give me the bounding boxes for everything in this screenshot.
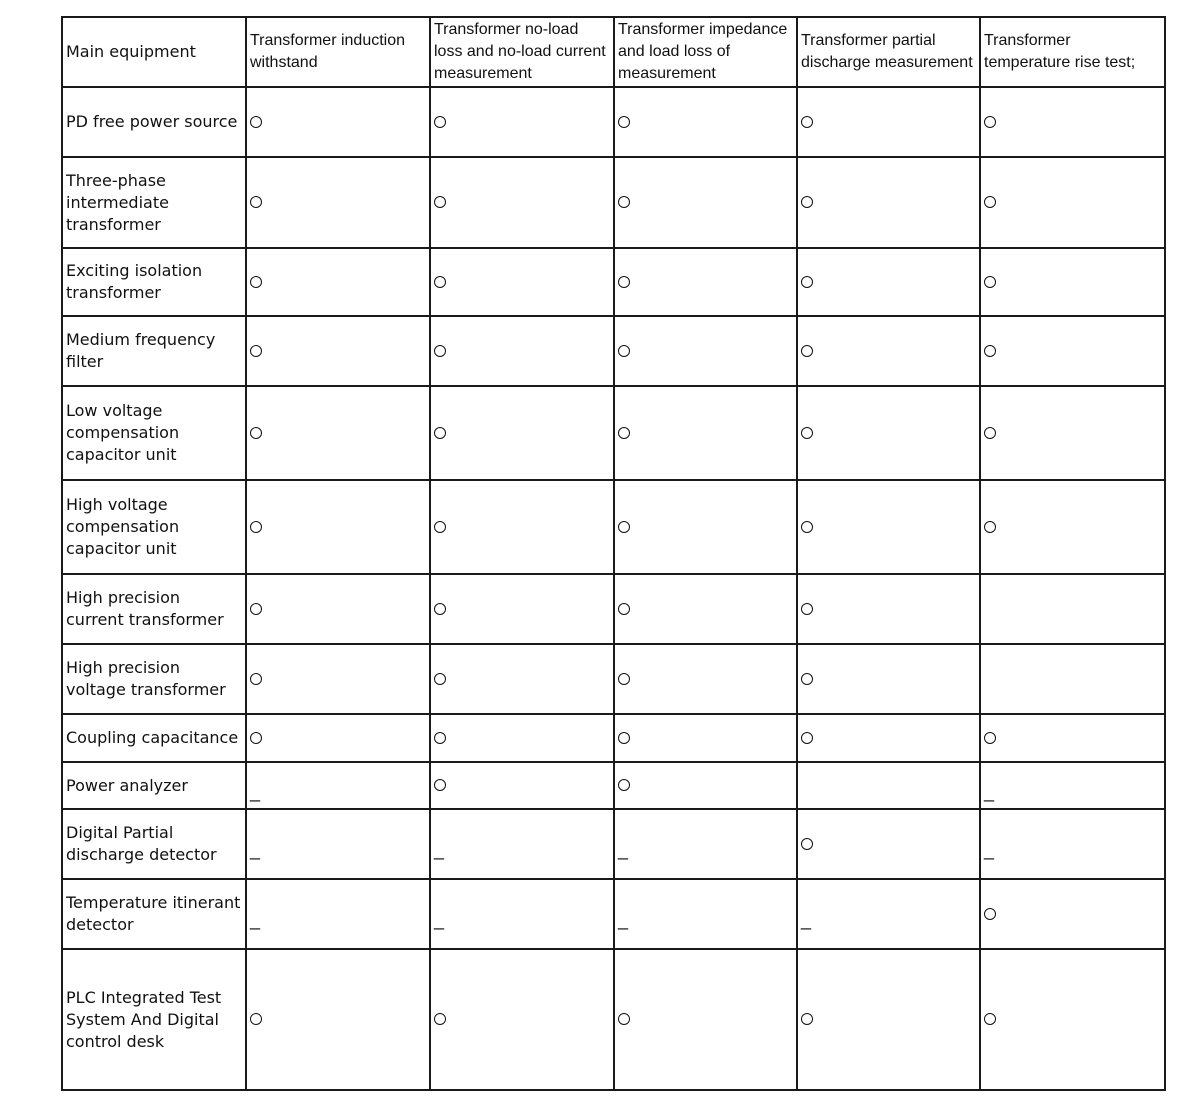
mark-cell [614,87,797,157]
mark-cell [980,157,1165,248]
circle-icon [434,521,446,533]
mark-cell [980,87,1165,157]
table-row [62,809,1165,879]
circle-icon [618,732,630,744]
table-row [62,714,1165,762]
circle-icon [984,345,996,357]
equipment-name-cell: Medium frequency filter [62,316,246,386]
mark-cell [614,480,797,574]
mark-cell [430,386,614,480]
mark-cell [797,574,980,644]
dash-mark: _ [434,840,445,860]
mark-cell [246,762,430,809]
circle-icon [434,196,446,208]
circle-icon [250,603,262,615]
circle-icon [801,1013,813,1025]
mark-cell [797,949,980,1090]
dash-mark: _ [618,840,629,860]
mark-cell [430,714,614,762]
mark-cell [246,480,430,574]
table-row [62,644,1165,714]
table-row [62,480,1165,574]
dash-mark: _ [618,910,629,930]
mark-cell [430,644,614,714]
mark-cell [797,644,980,714]
circle-icon [618,521,630,533]
header-induction-withstand: Transformer induction withstand [246,17,430,87]
circle-icon [250,732,262,744]
header-temperature-rise: Transformer temperature rise test; [980,17,1165,87]
circle-icon [801,732,813,744]
equipment-name-cell: Power analyzer [62,762,246,809]
mark-cell [797,809,980,879]
equipment-name-cell: High voltage compensation capacitor unit [62,480,246,574]
circle-icon [801,276,813,288]
mark-cell [797,316,980,386]
circle-icon [434,673,446,685]
circle-icon [801,838,813,850]
circle-icon [984,427,996,439]
equipment-name-cell: High precision voltage transformer [62,644,246,714]
mark-cell [430,87,614,157]
mark-cell [614,809,797,879]
header-impedance-load-loss: Transformer impedance and load loss of measurement [614,17,797,87]
circle-icon [984,196,996,208]
dash-mark: _ [801,910,812,930]
circle-icon [984,908,996,920]
mark-cell [246,248,430,316]
dash-mark: _ [984,781,995,802]
equipment-name-cell: Digital Partial discharge detector [62,809,246,879]
mark-cell [246,87,430,157]
mark-cell [614,879,797,949]
mark-cell [246,809,430,879]
circle-icon [801,521,813,533]
circle-icon [618,196,630,208]
mark-cell [980,949,1165,1090]
equipment-name-cell: Three-phase intermediate transformer [62,157,246,248]
circle-icon [250,116,262,128]
mark-cell [614,248,797,316]
circle-icon [618,427,630,439]
header-main-equipment: Main equipment [62,17,246,87]
circle-icon [434,345,446,357]
mark-cell [797,386,980,480]
circle-icon [618,779,630,791]
mark-cell [246,386,430,480]
mark-cell [430,949,614,1090]
table-row [62,762,1165,809]
circle-icon [984,732,996,744]
circle-icon [984,521,996,533]
mark-cell [430,809,614,879]
circle-icon [434,427,446,439]
mark-cell [797,879,980,949]
mark-cell [797,248,980,316]
mark-cell [980,316,1165,386]
header-partial-discharge: Transformer partial discharge measurement [797,17,980,87]
mark-cell [430,316,614,386]
mark-cell [246,574,430,644]
table-row [62,87,1165,157]
mark-cell [980,644,1165,714]
mark-cell [614,316,797,386]
circle-icon [984,1013,996,1025]
circle-icon [434,603,446,615]
mark-cell [797,157,980,248]
dash-mark: _ [250,781,261,802]
equipment-name-cell: High precision current transformer [62,574,246,644]
circle-icon [801,427,813,439]
circle-icon [250,1013,262,1025]
mark-cell [246,714,430,762]
mark-cell [980,480,1165,574]
table-body [62,87,1165,1090]
mark-cell [980,386,1165,480]
table-row [62,574,1165,644]
mark-cell [614,574,797,644]
circle-icon [618,116,630,128]
mark-cell [614,644,797,714]
mark-cell [430,480,614,574]
circle-icon [984,116,996,128]
table-row [62,157,1165,248]
mark-cell [430,574,614,644]
mark-cell [980,809,1165,879]
equipment-name-cell: PD free power source [62,87,246,157]
mark-cell [430,157,614,248]
dash-mark: _ [984,840,995,860]
table-row [62,316,1165,386]
mark-cell [797,714,980,762]
mark-cell [246,949,430,1090]
mark-cell [980,248,1165,316]
table-row [62,248,1165,316]
equipment-name-cell: Exciting isolation transformer [62,248,246,316]
circle-icon [250,196,262,208]
circle-icon [801,603,813,615]
circle-icon [618,673,630,685]
mark-cell [614,714,797,762]
equipment-test-matrix [61,16,1166,1091]
dash-mark: _ [250,840,261,860]
header-row [62,17,1165,87]
mark-cell [980,714,1165,762]
mark-cell [246,316,430,386]
mark-cell [980,574,1165,644]
equipment-name-cell: Coupling capacitance [62,714,246,762]
circle-icon [250,521,262,533]
mark-cell [614,762,797,809]
circle-icon [250,276,262,288]
mark-cell [797,762,980,809]
circle-icon [801,673,813,685]
equipment-name-cell: Temperature itinerant detector [62,879,246,949]
dash-mark: _ [434,910,445,930]
mark-cell [980,879,1165,949]
dash-mark: _ [250,910,261,930]
circle-icon [250,427,262,439]
circle-icon [618,345,630,357]
mark-cell [246,644,430,714]
circle-icon [801,345,813,357]
equipment-name-cell: Low voltage compensation capacitor unit [62,386,246,480]
circle-icon [434,732,446,744]
circle-icon [250,673,262,685]
mark-cell [430,248,614,316]
circle-icon [801,116,813,128]
circle-icon [984,276,996,288]
circle-icon [801,196,813,208]
circle-icon [434,779,446,791]
circle-icon [434,1013,446,1025]
header-no-load-loss: Transformer no-load loss and no-load current measurement [430,17,614,87]
equipment-name-cell: PLC Integrated Test System And Digital control desk [62,949,246,1090]
mark-cell [430,762,614,809]
mark-cell [797,87,980,157]
table-row [62,949,1165,1090]
table-row [62,879,1165,949]
mark-cell [980,762,1165,809]
table-row [62,386,1165,480]
mark-cell [614,386,797,480]
circle-icon [618,1013,630,1025]
mark-cell [246,157,430,248]
mark-cell [430,879,614,949]
circle-icon [434,276,446,288]
mark-cell [614,949,797,1090]
circle-icon [434,116,446,128]
circle-icon [618,276,630,288]
mark-cell [614,157,797,248]
circle-icon [618,603,630,615]
circle-icon [250,345,262,357]
mark-cell [797,480,980,574]
mark-cell [246,879,430,949]
